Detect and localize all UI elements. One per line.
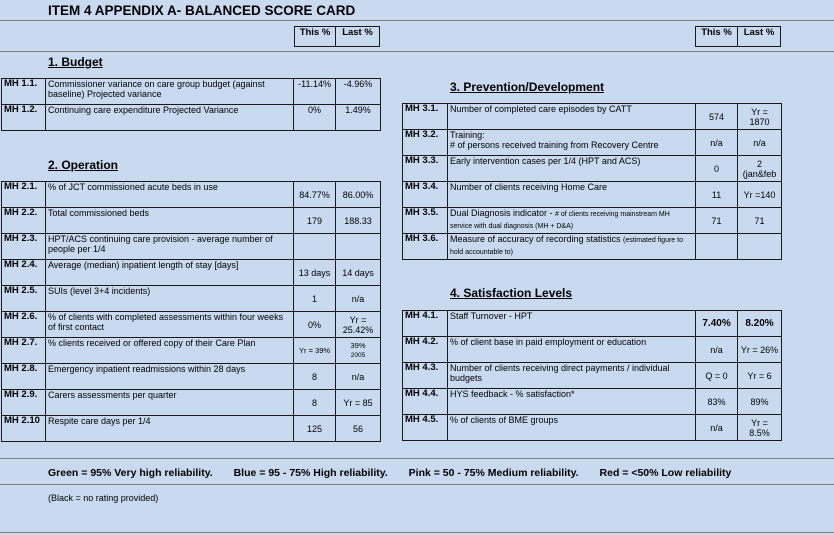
row-code: MH 4.3. [403, 363, 448, 389]
table-row [2, 338, 381, 364]
table-row [403, 130, 782, 156]
row-description: Number of clients receiving direct payments / individual budgets [447, 363, 695, 389]
row-description: HYS feedback - % satisfaction* [447, 389, 695, 415]
row-description: SUIs (level 3+4 incidents) [45, 286, 293, 312]
row-code: MH 3.4. [403, 182, 448, 208]
row-description: HPT/ACS continuing care provision - average number of people per 1/4 [45, 234, 293, 260]
last-column-header: Last % [738, 27, 781, 47]
last-value-note: 2005 [350, 351, 366, 359]
table-row [2, 390, 381, 416]
row-description: Commissioner variance on care group budget (against baseline) Projected variance [45, 79, 293, 105]
operation-heading: 2. Operation [48, 158, 119, 172]
table-row [2, 416, 381, 442]
prevention-table [402, 103, 782, 260]
this-value: n/a [696, 130, 738, 156]
last-value: Yr = 26% [738, 337, 782, 363]
row-description: Total commissioned beds [45, 208, 293, 234]
this-column-header: This % [295, 27, 336, 47]
row-description: Dual Diagnosis indicator - [449, 208, 553, 218]
table-row [403, 337, 782, 363]
last-value: Yr = 1870 [737, 104, 781, 130]
last-value-note: (jan&feb [742, 168, 777, 179]
satisfaction-table [402, 310, 782, 441]
row-description: Respite care days per 1/4 [45, 416, 293, 442]
budget-heading: 1. Budget [48, 55, 103, 69]
row-code: MH 3.2. [403, 130, 448, 156]
page-title: ITEM 4 APPENDIX A- BALANCED SCORE CARD [48, 3, 356, 18]
row-description: Average (median) inpatient length of stay [days] [45, 260, 293, 286]
last-value: Yr =140 [737, 182, 781, 208]
row-description: Continuing care expenditure Projected Variance [45, 105, 293, 131]
prevention-heading: 3. Prevention/Development [450, 80, 605, 94]
table-row [2, 208, 381, 234]
legend-green: Green = 95% Very high reliability. [48, 467, 213, 479]
row-description-cell [447, 234, 695, 260]
row-description: Carers assessments per quarter [45, 390, 293, 416]
row-code: MH 1.1. [2, 79, 46, 105]
last-value: 56 [336, 416, 381, 442]
row-code: MH 2.3. [2, 234, 46, 260]
gridline [0, 532, 834, 533]
row-code: MH 2.7. [2, 338, 46, 364]
table-row [403, 104, 782, 130]
this-value: 0% [294, 312, 336, 338]
right-column-header [695, 26, 781, 47]
last-column-header: Last % [336, 27, 380, 47]
this-value [696, 234, 738, 260]
table-row [403, 389, 782, 415]
last-value: 39% [350, 340, 366, 350]
this-value: 574 [696, 104, 738, 130]
this-value: -11.14% [294, 79, 336, 105]
last-value: 1.49% [336, 105, 381, 131]
this-value: Q = 0 [696, 363, 738, 389]
table-row [403, 234, 782, 260]
reliability-legend [48, 467, 749, 479]
row-description: % of clients of BME groups [447, 415, 695, 441]
last-value: 14 days [336, 260, 381, 286]
legend-pink: Pink = 50 - 75% Medium reliability. [408, 467, 579, 479]
table-row [2, 312, 381, 338]
last-value: 86.00% [336, 182, 381, 208]
row-description: Early intervention cases per 1/4 (HPT and ACS) [447, 156, 695, 182]
row-description: Emergency inpatient readmissions within 28 days [45, 364, 293, 390]
last-value: n/a [336, 286, 381, 312]
satisfaction-heading: 4. Satisfaction Levels [450, 286, 573, 300]
row-code: MH 1.2. [2, 105, 46, 131]
last-value: Yr = 85 [336, 390, 381, 416]
table-row [2, 234, 381, 260]
table-row [403, 208, 782, 234]
table-row [2, 79, 381, 105]
table-row [403, 415, 782, 441]
row-code: MH 2.8. [2, 364, 46, 390]
row-code: MH 2.1. [2, 182, 46, 208]
row-code: MH 2.4. [2, 260, 46, 286]
table-row [403, 311, 782, 337]
this-column-header: This % [696, 27, 738, 47]
this-value: 179 [294, 208, 336, 234]
budget-table [1, 78, 381, 131]
row-code: MH 2.5. [2, 286, 46, 312]
last-value: 71 [737, 208, 781, 234]
last-value [336, 234, 381, 260]
gridline [0, 20, 834, 21]
row-code: MH 2.10 [2, 416, 46, 442]
last-value: n/a [336, 364, 381, 390]
this-value: Yr = 39% [294, 338, 336, 364]
row-description: % of clients with completed assessments within four weeks of first contact [45, 312, 293, 338]
legend-note: (Black = no rating provided) [48, 493, 159, 503]
gridline [0, 484, 834, 485]
table-row [403, 156, 782, 182]
row-code: MH 4.2. [403, 337, 448, 363]
row-code: MH 4.4. [403, 389, 448, 415]
this-value: 83% [696, 389, 738, 415]
this-value: 71 [696, 208, 738, 234]
this-value: 8 [294, 390, 336, 416]
row-description-detail: # of persons received training from Recovery Centre [449, 140, 659, 150]
last-value [737, 234, 781, 260]
left-column-header [294, 26, 380, 47]
last-value: Yr = 8.5% [738, 415, 782, 441]
row-description-detail: # of clients receiving mainstream MH service with dual diagnosis (MH + D&A) [449, 211, 670, 230]
table-row [2, 105, 381, 131]
last-value: 2 [756, 158, 762, 169]
this-value: 84.77% [294, 182, 336, 208]
this-value: 7.40% [696, 311, 738, 337]
last-value: 8.20% [738, 311, 782, 337]
table-row [403, 363, 782, 389]
row-code: MH 2.6. [2, 312, 46, 338]
last-value: -4.96% [336, 79, 381, 105]
row-code: MH 4.5. [403, 415, 448, 441]
this-value: 13 days [294, 260, 336, 286]
this-value: 1 [294, 286, 336, 312]
row-code: MH 3.6. [403, 234, 448, 260]
gridline [0, 51, 834, 52]
row-description: % of client base in paid employment or education [447, 337, 695, 363]
last-value: n/a [737, 130, 781, 156]
row-description: % of JCT commissioned acute beds in use [45, 182, 293, 208]
last-value: 188.33 [336, 208, 381, 234]
this-value: 11 [696, 182, 738, 208]
table-row [2, 260, 381, 286]
row-description-detail: (estimated figure to hold accountable to) [449, 237, 683, 256]
this-value: 0% [294, 105, 336, 131]
row-code: MH 2.2. [2, 208, 46, 234]
table-row [2, 286, 381, 312]
this-value: n/a [696, 337, 738, 363]
this-value: 125 [294, 416, 336, 442]
last-value-cell [737, 156, 781, 182]
row-code: MH 2.9. [2, 390, 46, 416]
row-description: Training: [449, 130, 485, 140]
this-value: 0 [696, 156, 738, 182]
this-value [294, 234, 336, 260]
row-description-cell [447, 208, 695, 234]
row-code: MH 3.1. [403, 104, 448, 130]
table-row [2, 182, 381, 208]
row-code: MH 3.3. [403, 156, 448, 182]
legend-blue: Blue = 95 - 75% High reliability. [233, 467, 388, 479]
last-value: 89% [738, 389, 782, 415]
this-value: n/a [696, 415, 738, 441]
operation-table [1, 181, 381, 442]
row-description: Measure of accuracy of recording statistics [449, 234, 621, 244]
gridline [0, 458, 834, 459]
table-row [403, 182, 782, 208]
last-value: Yr = 6 [738, 363, 782, 389]
row-description: Staff Turnover - HPT [447, 311, 695, 337]
legend-red: Red = <50% Low reliability [599, 467, 732, 479]
row-code: MH 3.5. [403, 208, 448, 234]
last-value-cell [336, 338, 381, 364]
this-value: 8 [294, 364, 336, 390]
row-description: Number of completed care episodes by CATT [447, 104, 695, 130]
row-description-cell [447, 130, 695, 156]
row-description: Number of clients receiving Home Care [447, 182, 695, 208]
last-value: Yr = 25.42% [336, 312, 381, 338]
row-description: % clients received or offered copy of their Care Plan [45, 338, 293, 364]
table-row [2, 364, 381, 390]
row-code: MH 4.1. [403, 311, 448, 337]
